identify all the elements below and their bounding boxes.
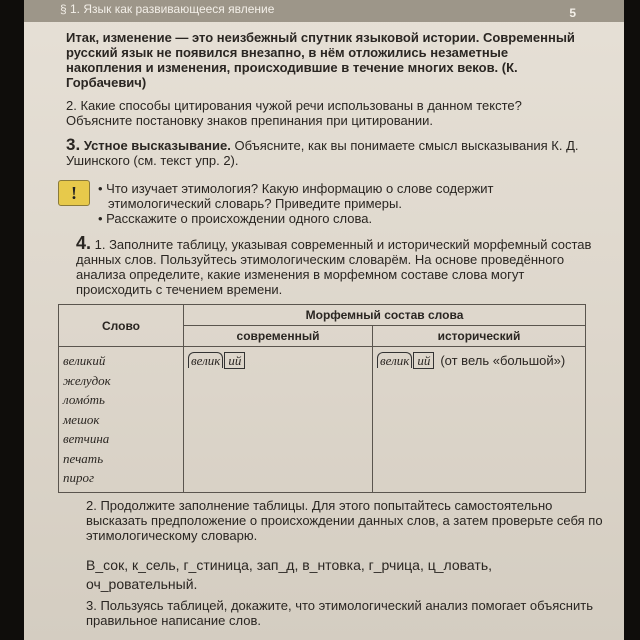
quote-block: Итак, изменение — это неизбежный спутник языковой истории. Современный русский язык не появился внезапно, в нём отложились незаметные накопления и изменения, происходившие в течение многих веков. (К. Горбачевич)	[66, 30, 575, 90]
task-3-title: Устное высказывание.	[83, 138, 231, 153]
missing-letters-words: В_сок, к_сель, г_стиница, зап_д, в_нтовка, г_рчица, ц_ловать, оч_ровательный.	[86, 557, 492, 592]
bullet-item: • Расскажите о происхождении одного слова.	[98, 211, 373, 226]
header-modern: современный	[184, 326, 373, 347]
header-morph: Морфемный состав слова	[184, 305, 586, 326]
right-shadow	[624, 0, 640, 640]
task-3-number: 3.	[66, 135, 81, 154]
word-item: ломóть	[63, 392, 105, 407]
left-shadow	[0, 0, 24, 640]
modern-morph-cell	[184, 347, 373, 493]
textbook-page	[24, 0, 624, 640]
word-list-cell	[59, 347, 184, 493]
modern-ending: ий	[224, 352, 245, 369]
task-4	[76, 233, 596, 297]
task-4-3-text: 3. Пользуясь таблицей, докажите, что этимологический анализ помогает объяснить правильное написание слов.	[86, 598, 593, 628]
historical-note: (от вель «большой»)	[440, 353, 566, 368]
bullet-item: • Что изучает этимология? Какую информацию о слове содержит этимологический словарь? Приведите примеры.	[98, 181, 494, 211]
page-number: 5	[569, 6, 576, 20]
word-item: ветчина	[63, 431, 110, 446]
word-item: пирог	[63, 470, 95, 485]
word-item: желудок	[63, 372, 111, 388]
morpheme-table	[58, 304, 586, 493]
modern-root: велик	[188, 352, 223, 368]
word-item: мешок	[63, 411, 100, 427]
page-header	[24, 0, 624, 22]
warning-bullets	[98, 181, 584, 226]
exclamation-icon: !	[58, 180, 90, 206]
task-4-text: 1. Заполните таблицу, указывая современный и исторический морфемный состав данных слов. Пользуйтесь этимологическим словарём. На основе проведённого анализа определите, какие изменения в морфемном составе слова могут происходить с течением времени.	[76, 237, 592, 297]
header-title: § 1. Язык как развивающееся явление	[60, 2, 275, 16]
task-4-number: 4.	[76, 233, 92, 253]
task-4-2-text: 2. Продолжите заполнение таблицы. Для этого попытайтесь самостоятельно высказать предположение о происхождении данных слов, а затем проверьте себя по этимологическому словарю.	[86, 498, 603, 543]
header-historical: исторический	[373, 326, 586, 347]
header-word: Слово	[59, 305, 184, 347]
task-3-text: Объясните, как вы понимаете смысл высказывания К. Д. Ушинского (см. текст упр. 2).	[66, 138, 579, 168]
historical-root: велик	[377, 352, 412, 368]
word-item: великий	[63, 353, 106, 368]
historical-morph-cell	[373, 347, 586, 493]
task-2-text: 2. Какие способы цитирования чужой речи использованы в данном тексте? Объясните постановку знаков препинания при цитировании.	[66, 98, 522, 128]
task-3	[66, 137, 586, 168]
historical-ending: ий	[413, 352, 434, 369]
word-item: печать	[63, 450, 104, 466]
